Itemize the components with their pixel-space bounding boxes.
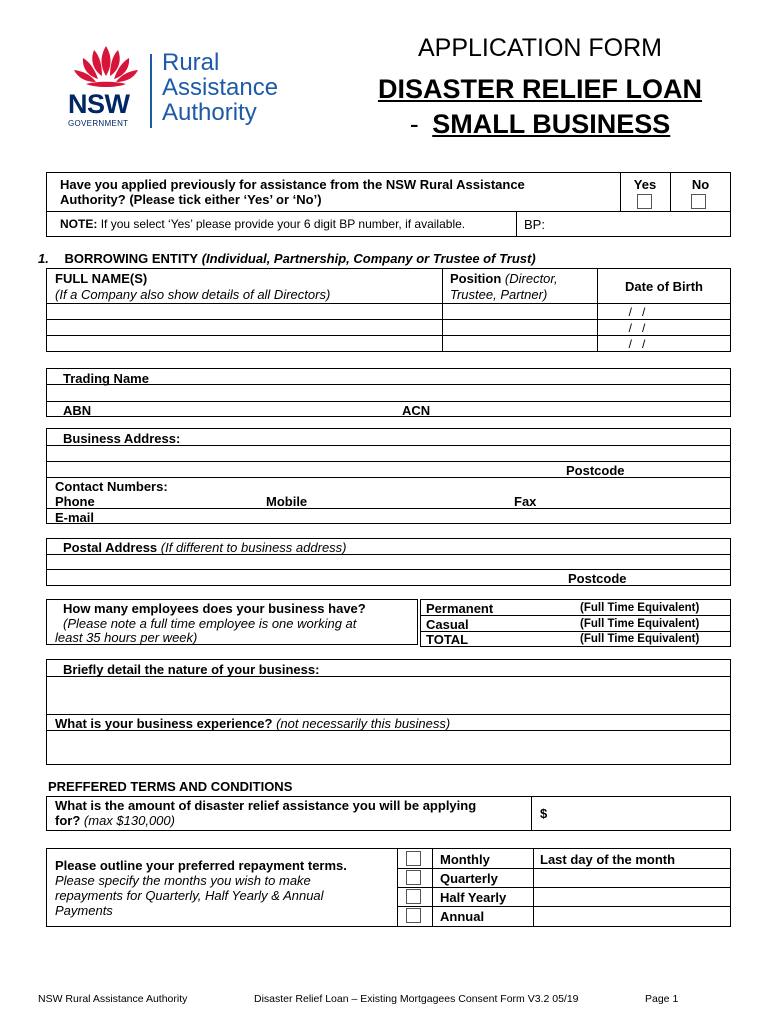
previous-application-question-1: Have you applied previously for assistance from the NSW Rural Assistance [60, 177, 525, 192]
yes-checkbox[interactable] [637, 194, 652, 209]
divider [46, 319, 731, 320]
footer-page-number: Page 1 [645, 993, 679, 1005]
government-wordmark: GOVERNMENT [68, 119, 129, 128]
last-day-of-month-label: Last day of the month [540, 852, 676, 867]
email-label: E-mail [55, 510, 95, 525]
bp-note [60, 217, 465, 231]
divider [46, 508, 731, 509]
contact-numbers-label: Contact Numbers: [55, 479, 168, 494]
position-note-2: Trustee, Partner) [450, 287, 548, 302]
section-1-title: BORROWING ENTITY [64, 251, 199, 266]
divider [397, 887, 731, 888]
abn-label: ABN [63, 403, 92, 418]
phone-label: Phone [55, 494, 95, 509]
divider [46, 401, 731, 402]
annual-months-input[interactable] [535, 908, 729, 925]
no-checkbox[interactable] [691, 194, 706, 209]
divider [442, 268, 443, 352]
trading-name-input[interactable] [48, 386, 729, 400]
half-yearly-months-input[interactable] [535, 889, 729, 905]
half-yearly-checkbox[interactable] [406, 889, 421, 904]
nsw-rural-assistance-authority-logo [58, 42, 318, 142]
dob-header: Date of Birth [625, 279, 703, 294]
form-subtitle-2: SMALL BUSINESS [432, 109, 671, 139]
full-names-header: FULL NAME(S) [55, 271, 148, 286]
waratah-icon [66, 42, 146, 92]
postal-address-label: Postal Address [63, 540, 158, 555]
business-address-input[interactable] [48, 447, 729, 460]
permanent-label: Permanent [426, 601, 494, 616]
org-name-line3: Authority [162, 99, 257, 126]
quarterly-label: Quarterly [440, 871, 498, 886]
loan-amount-question-2: for? [55, 813, 81, 828]
divider [46, 303, 442, 304]
loan-amount-input[interactable] [552, 798, 728, 829]
fax-label: Fax [514, 494, 537, 509]
dob-field-2[interactable]: / / [628, 321, 646, 335]
nature-of-business-input[interactable] [48, 678, 729, 713]
divider [597, 303, 731, 304]
divider [397, 906, 731, 907]
employees-note-2: least 35 hours per week) [55, 630, 198, 645]
form-subtitle-2-line [330, 108, 750, 140]
full-names-note: (If a Company also show details of all Directors) [55, 287, 331, 302]
divider [46, 714, 731, 715]
repayment-terms-note-1: Please specify the months you wish to make [55, 873, 311, 888]
position-header [450, 271, 558, 286]
business-experience-header [55, 716, 450, 731]
loan-amount-question-1: What is the amount of disaster relief assistance you will be applying [55, 798, 477, 813]
half-yearly-label: Half Yearly [440, 890, 507, 905]
section-1-heading [38, 251, 536, 266]
no-label: No [691, 177, 710, 192]
terms-heading: PREFFERED TERMS AND CONDITIONS [48, 779, 293, 794]
postal-address-header [63, 540, 347, 555]
trading-name-label: Trading Name [63, 371, 149, 386]
business-experience-label: What is your business experience? [55, 716, 273, 731]
divider [531, 796, 532, 831]
bp-label: BP: [524, 217, 545, 232]
monthly-label: Monthly [440, 852, 490, 867]
business-experience-input[interactable] [48, 732, 729, 764]
business-address-label: Business Address: [63, 431, 181, 446]
divider [46, 335, 731, 336]
employees-question: How many employees does your business have? [63, 601, 366, 616]
repayment-terms-note-3: Payments [55, 903, 113, 918]
org-name-line1: Rural [162, 49, 220, 76]
nsw-wordmark: NSW [68, 89, 130, 119]
divider [397, 868, 731, 869]
postal-address-note: (If different to business address) [160, 540, 347, 555]
section-1-number: 1. [38, 251, 49, 266]
org-name-line2: Assistance [162, 74, 279, 101]
form-title: APPLICATION FORM [417, 34, 662, 62]
note-label: NOTE: [60, 217, 98, 231]
total-fte: (Full Time Equivalent) [580, 633, 700, 645]
repayment-terms-note-2: repayments for Quarterly, Half Yearly & Annual [55, 888, 324, 903]
mobile-label: Mobile [266, 494, 308, 509]
quarterly-months-input[interactable] [535, 870, 729, 886]
divider [46, 477, 731, 478]
total-label: TOTAL [426, 632, 469, 647]
dob-field-3[interactable]: / / [628, 337, 646, 351]
business-experience-note: (not necessarily this business) [276, 716, 451, 731]
annual-checkbox[interactable] [406, 908, 421, 923]
casual-fte: (Full Time Equivalent) [580, 618, 700, 630]
previous-application-question-2: Authority? (Please tick either ‘Yes’ or ‘No’) [60, 192, 322, 207]
logo-divider [150, 54, 152, 128]
casual-label: Casual [426, 617, 469, 632]
note-text: If you select ‘Yes’ please provide your 6 digit BP number, if available. [100, 217, 466, 231]
business-postcode-label: Postcode [566, 463, 625, 478]
repayment-terms-label: Please outline your preferred repayment terms. [55, 858, 347, 873]
annual-label: Annual [440, 909, 485, 924]
subtitle-dash: - [409, 109, 419, 139]
monthly-checkbox[interactable] [406, 851, 421, 866]
divider [516, 211, 517, 237]
footer-document: Disaster Relief Loan – Existing Mortgagees Consent Form V3.2 05/19 [254, 993, 579, 1005]
dob-field-1[interactable]: / / [628, 305, 646, 319]
loan-amount-max-note: (max $130,000) [83, 813, 175, 828]
position-label: Position [450, 271, 502, 286]
quarterly-checkbox[interactable] [406, 870, 421, 885]
postal-postcode-label: Postcode [568, 571, 627, 586]
bp-number-input[interactable] [555, 212, 729, 236]
postal-address-input[interactable] [48, 556, 729, 568]
divider [46, 461, 731, 462]
employees-note-1: (Please note a full time employee is one working at [63, 616, 357, 631]
dollar-sign: $ [540, 806, 548, 821]
permanent-fte: (Full Time Equivalent) [580, 602, 700, 614]
section-1-title-note: (Individual, Partnership, Company or Trustee of Trust) [201, 251, 536, 266]
loan-amount-question-2-line [55, 813, 175, 828]
form-subtitle-1: DISASTER RELIEF LOAN [377, 74, 702, 104]
footer-org: NSW Rural Assistance Authority [38, 993, 188, 1005]
nature-of-business-label: Briefly detail the nature of your business: [63, 662, 320, 677]
divider [46, 569, 731, 570]
acn-label: ACN [402, 403, 431, 418]
position-note-1: (Director, [504, 271, 558, 286]
yes-label: Yes [633, 177, 657, 192]
divider [442, 303, 597, 304]
